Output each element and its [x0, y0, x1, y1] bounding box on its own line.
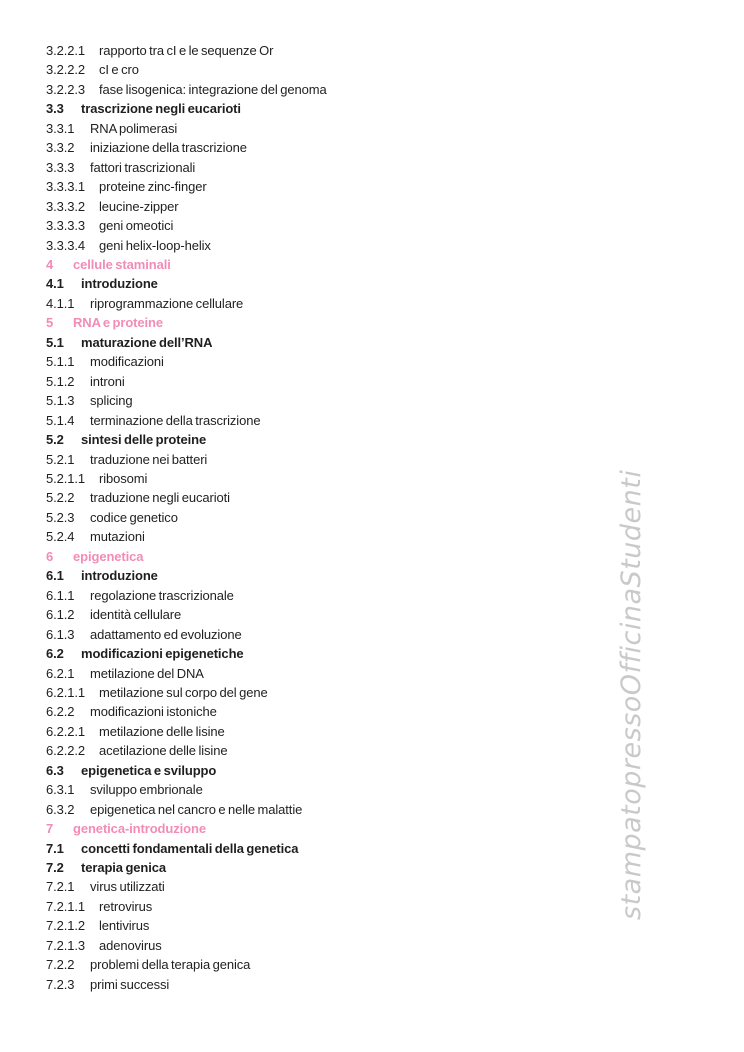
toc-item-number: 5.1.2	[46, 373, 75, 389]
toc-item	[46, 80, 606, 99]
toc-item	[46, 216, 606, 235]
toc-item-number: 7.2.1.1	[46, 898, 86, 914]
toc-item	[46, 644, 606, 663]
toc-item-title: codice genetico	[90, 509, 178, 525]
toc-item	[46, 702, 606, 721]
toc-item-number: 3.2.2.2	[46, 62, 86, 78]
toc-item-title: fattori trascrizionali	[90, 159, 196, 175]
toc-item-number: 6.1.3	[46, 626, 75, 642]
toc-item-number: 4.1	[46, 276, 64, 292]
toc-item	[46, 586, 606, 605]
toc-item-number: 6.2.1.1	[46, 684, 86, 700]
toc-item	[46, 800, 606, 819]
toc-item-title: identità cellulare	[90, 607, 182, 623]
toc-item-number: 5.2.1.1	[46, 470, 86, 486]
toc-item	[46, 255, 606, 274]
toc-item-title: trascrizione negli eucarioti	[81, 101, 241, 117]
toc-item-number: 3.3.1	[46, 120, 75, 136]
toc-item-title: leucine-zipper	[99, 198, 179, 214]
toc-item-number: 7.2	[46, 860, 64, 876]
toc-item-number: 5.1.3	[46, 393, 75, 409]
toc-item-title: RNA e proteine	[73, 315, 164, 331]
toc-item-title: virus utilizzati	[90, 879, 165, 895]
toc-item	[46, 819, 606, 838]
toc-item-title: problemi della terapia genica	[90, 957, 251, 973]
toc-item-number: 7.2.1.3	[46, 937, 86, 953]
toc-item	[46, 177, 606, 196]
toc-item-number: 6.2.2.1	[46, 723, 86, 739]
toc-item-title: introduzione	[81, 568, 158, 584]
toc-item-number: 7.1	[46, 840, 64, 856]
toc-item-number: 6	[46, 548, 54, 564]
toc-item-title: sviluppo embrionale	[90, 782, 203, 798]
toc-item-number: 3.3	[46, 101, 64, 117]
toc-item-title: epigenetica e sviluppo	[81, 762, 217, 778]
toc-item-number: 7.2.3	[46, 976, 75, 992]
toc-item-title: modificazioni istoniche	[90, 704, 217, 720]
toc-item-number: 3.2.2.3	[46, 81, 86, 97]
toc-item	[46, 333, 606, 352]
toc-item-title: splicing	[90, 393, 133, 409]
toc-item-title: metilazione delle lisine	[99, 723, 225, 739]
toc-list	[46, 41, 606, 994]
toc-item-title: cellule staminali	[73, 256, 171, 272]
toc-item-number: 7.2.1.2	[46, 918, 86, 934]
toc-item-number: 6.3	[46, 762, 64, 778]
toc-item-number: 3.3.3.1	[46, 179, 86, 195]
toc-item	[46, 99, 606, 118]
toc-item	[46, 430, 606, 449]
toc-item	[46, 955, 606, 974]
toc-item-title: fase lisogenica: integrazione del genoma	[99, 81, 327, 97]
watermark-text: stampatopressoOfficinaStudenti	[616, 469, 647, 920]
toc-item	[46, 527, 606, 546]
toc-item-number: 6.2.2.2	[46, 743, 86, 759]
toc-item	[46, 877, 606, 896]
toc-item-title: acetilazione delle lisine	[99, 743, 228, 759]
toc-item-title: adattamento ed evoluzione	[90, 626, 242, 642]
toc-item-title: genetica-introduzione	[73, 821, 206, 837]
toc-item-number: 7.2.2	[46, 957, 75, 973]
toc-item-title: concetti fondamentali della genetica	[81, 840, 299, 856]
toc-item-number: 3.3.3	[46, 159, 75, 175]
toc-item-number: 3.3.3.4	[46, 237, 86, 253]
toc-item-title: primi successi	[90, 976, 170, 992]
toc-item-title: mutazioni	[90, 529, 145, 545]
toc-item	[46, 274, 606, 293]
toc-item	[46, 741, 606, 760]
toc-item-number: 5	[46, 315, 54, 331]
toc-item	[46, 469, 606, 488]
toc-item	[46, 566, 606, 585]
toc-item	[46, 352, 606, 371]
toc-item-number: 6.3.1	[46, 782, 75, 798]
toc-item-title: metilazione sul corpo del gene	[99, 684, 268, 700]
toc-item	[46, 450, 606, 469]
toc-item-number: 3.3.3.3	[46, 218, 86, 234]
toc-item	[46, 60, 606, 79]
toc-item-title: terminazione della trascrizione	[90, 412, 261, 428]
toc-item-title: regolazione trascrizionale	[90, 587, 234, 603]
toc-item	[46, 839, 606, 858]
toc-item	[46, 313, 606, 332]
toc-item-number: 6.1.2	[46, 607, 75, 623]
toc-item-title: proteine zinc-finger	[99, 179, 207, 195]
toc-item	[46, 683, 606, 702]
toc-item-title: sintesi delle proteine	[81, 432, 207, 448]
toc-item-number: 5.1	[46, 334, 64, 350]
toc-item-title: iniziazione della trascrizione	[90, 140, 247, 156]
toc-item-title: traduzione nei batteri	[90, 451, 208, 467]
toc-item-number: 5.2.2	[46, 490, 75, 506]
toc-item	[46, 761, 606, 780]
toc-item-number: 5.2	[46, 432, 64, 448]
toc-item	[46, 158, 606, 177]
toc-item-number: 5.2.4	[46, 529, 75, 545]
toc-item-title: metilazione del DNA	[90, 665, 204, 681]
toc-item-title: epigenetica nel cancro e nelle malattie	[90, 801, 303, 817]
toc-item-number: 5.1.4	[46, 412, 75, 428]
toc-item	[46, 858, 606, 877]
toc-item-number: 3.3.2	[46, 140, 75, 156]
toc-item-title: traduzione negli eucarioti	[90, 490, 230, 506]
toc-item	[46, 547, 606, 566]
toc-item-title: retrovirus	[99, 898, 153, 914]
toc-item	[46, 625, 606, 644]
toc-item-title: geni omeotici	[99, 218, 174, 234]
toc-item	[46, 722, 606, 741]
toc-item-number: 7	[46, 821, 54, 837]
toc-item	[46, 916, 606, 935]
toc-item	[46, 294, 606, 313]
toc-item-number: 4.1.1	[46, 295, 75, 311]
toc-item-number: 5.2.1	[46, 451, 75, 467]
toc-item-title: introni	[90, 373, 125, 389]
toc-item-title: RNA polimerasi	[90, 120, 178, 136]
toc-item	[46, 411, 606, 430]
toc-item-number: 5.2.3	[46, 509, 75, 525]
toc-item	[46, 236, 606, 255]
toc-item	[46, 391, 606, 410]
toc-item-number: 3.3.3.2	[46, 198, 86, 214]
toc-item-number: 6.1	[46, 568, 64, 584]
toc-item-title: riprogrammazione cellulare	[90, 295, 244, 311]
toc-item-title: lentivirus	[99, 918, 150, 934]
toc-item-number: 5.1.1	[46, 354, 75, 370]
toc-item	[46, 508, 606, 527]
toc-item	[46, 780, 606, 799]
toc-item	[46, 372, 606, 391]
toc-item-number: 6.2	[46, 646, 64, 662]
toc-item-number: 6.1.1	[46, 587, 75, 603]
toc-item-title: adenovirus	[99, 937, 162, 953]
toc-item-number: 3.2.2.1	[46, 43, 86, 58]
toc-item-number: 4	[46, 256, 54, 272]
toc-item-number: 6.2.2	[46, 704, 75, 720]
toc-item-title: modificazioni	[90, 354, 164, 370]
toc-item-title: ribosomi	[99, 470, 148, 486]
toc-item	[46, 605, 606, 624]
toc-item	[46, 138, 606, 157]
toc-item	[46, 975, 606, 994]
toc-item-title: modificazioni epigenetiche	[81, 646, 244, 662]
toc-item-title: epigenetica	[73, 548, 144, 564]
toc-item	[46, 664, 606, 683]
toc-item	[46, 488, 606, 507]
toc-item	[46, 897, 606, 916]
toc-item	[46, 936, 606, 955]
toc-item-title: maturazione dell’RNA	[81, 334, 213, 350]
toc-item-number: 7.2.1	[46, 879, 75, 895]
toc-item-number: 6.3.2	[46, 801, 75, 817]
toc-item-title: terapia genica	[81, 860, 167, 876]
toc-item	[46, 41, 606, 60]
toc-item-title: cI e cro	[99, 62, 139, 78]
toc-item-title: rapporto tra cI e le sequenze Or	[99, 43, 274, 58]
toc-item-title: introduzione	[81, 276, 158, 292]
toc-item	[46, 119, 606, 138]
toc-item	[46, 197, 606, 216]
toc-item-title: geni helix-loop-helix	[99, 237, 211, 253]
toc-item-number: 6.2.1	[46, 665, 75, 681]
